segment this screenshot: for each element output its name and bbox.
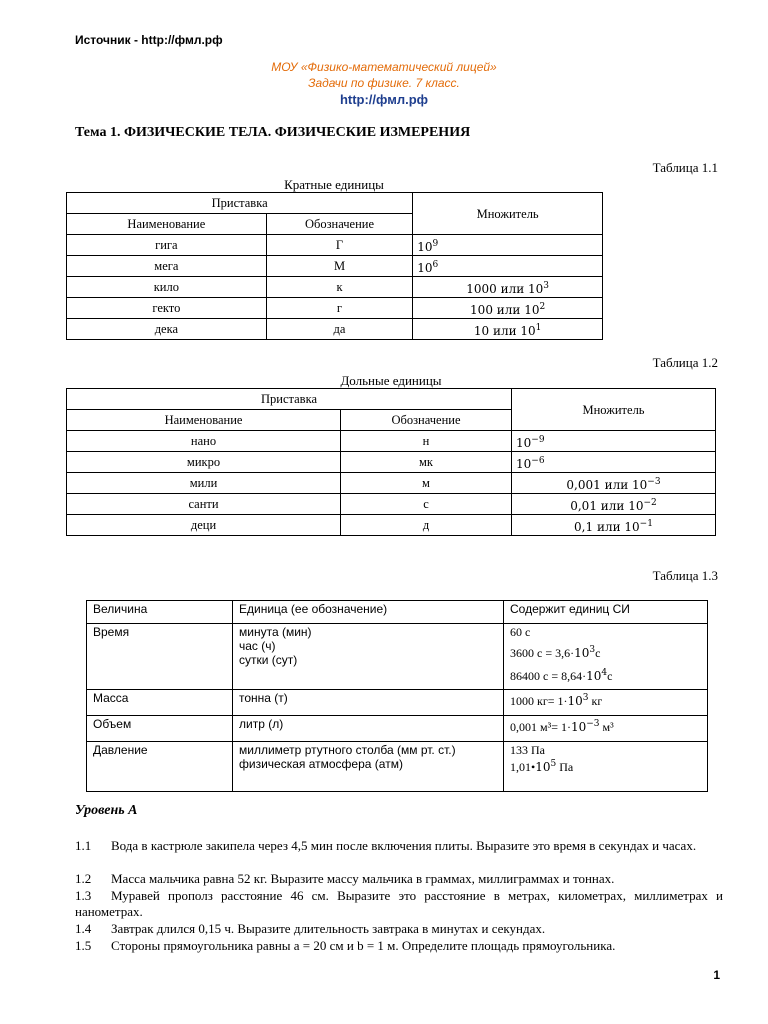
name-header: Наименование bbox=[67, 410, 341, 431]
table-row bbox=[67, 256, 603, 277]
table-row bbox=[87, 742, 708, 792]
table-submultiples bbox=[66, 388, 716, 536]
prefix-name: микро bbox=[67, 452, 341, 473]
prefix-symbol: да bbox=[266, 319, 413, 340]
prefix-multiplier: 0,1 или $10^{-1}$ bbox=[512, 515, 716, 536]
school-name: МОУ «Физико-математический лицей» bbox=[271, 60, 497, 74]
unit-cell: миллиметр ртутного столба (мм рт. ст.) физическая атмосфера (атм) bbox=[233, 742, 504, 792]
multiplier-header: Множитель bbox=[512, 389, 716, 431]
prefix-name: дека bbox=[67, 319, 267, 340]
table2-caption: Дольные единицы bbox=[340, 373, 442, 388]
prefix-multiplier: 0,01 или $10^{-2}$ bbox=[512, 494, 716, 515]
symbol-header: Обозначение bbox=[266, 214, 413, 235]
table-row bbox=[87, 624, 708, 690]
table1-caption: Кратные единицы bbox=[284, 177, 384, 192]
prefix-multiplier: 10 или $10^1$ bbox=[413, 319, 603, 340]
si-header: Содержит единиц СИ bbox=[504, 601, 708, 624]
site-url: http://фмл.рф bbox=[339, 92, 429, 107]
task-item: 1.2 Масса мальчика равна 52 кг. Выразите массу мальчика в граммах, миллиграммах и тоннах. bbox=[75, 871, 615, 886]
table-row bbox=[87, 716, 708, 742]
prefix-multiplier: 100 или $10^2$ bbox=[413, 298, 603, 319]
prefix-name: мега bbox=[67, 256, 267, 277]
table-row bbox=[67, 277, 603, 298]
table-row bbox=[67, 319, 603, 340]
prefix-name: гига bbox=[67, 235, 267, 256]
quantity-mass: Масса bbox=[87, 690, 233, 716]
book-title: Задачи по физике. 7 класс. bbox=[308, 76, 460, 90]
table-row bbox=[67, 235, 603, 256]
prefix-multiplier: $10^6$ bbox=[413, 256, 603, 277]
table2-label: Таблица 1.2 bbox=[652, 355, 718, 370]
prefix-symbol: мк bbox=[341, 452, 512, 473]
quantity-header: Величина bbox=[87, 601, 233, 624]
table-si-units bbox=[86, 600, 708, 792]
table-row bbox=[67, 298, 603, 319]
prefix-symbol: Г bbox=[266, 235, 413, 256]
page-number: 1 bbox=[713, 968, 720, 982]
prefix-group-header: Приставка bbox=[67, 389, 512, 410]
prefix-name: кило bbox=[67, 277, 267, 298]
quantity-pressure: Давление bbox=[87, 742, 233, 792]
si-cell: 1000 $кг= 1\cdot 10^3$ кг bbox=[504, 690, 708, 716]
prefix-symbol: д bbox=[341, 515, 512, 536]
symbol-header: Обозначение bbox=[341, 410, 512, 431]
prefix-multiplier: $10^9$ bbox=[413, 235, 603, 256]
table3-label: Таблица 1.3 bbox=[652, 568, 718, 583]
table-row bbox=[67, 431, 716, 452]
unit-cell: минута (мин) час (ч) сутки (сут) bbox=[233, 624, 504, 690]
si-cell: 133 Па $1,01•10^5$ Па bbox=[504, 742, 708, 792]
multiplier-header: Множитель bbox=[413, 193, 603, 235]
prefix-name: гекто bbox=[67, 298, 267, 319]
task-item: 1.5 Стороны прямоугольника равны a = 20 см и b = 1 м. Определите площадь прямоугольника. bbox=[75, 938, 616, 953]
prefix-name: нано bbox=[67, 431, 341, 452]
unit-cell: тонна (т) bbox=[233, 690, 504, 716]
prefix-multiplier: $10^{-9}$ bbox=[512, 431, 716, 452]
prefix-name: деци bbox=[67, 515, 341, 536]
prefix-symbol: н bbox=[341, 431, 512, 452]
prefix-multiplier: 1000 или $10^3$ bbox=[413, 277, 603, 298]
name-header: Наименование bbox=[67, 214, 267, 235]
prefix-name: санти bbox=[67, 494, 341, 515]
table-row bbox=[87, 690, 708, 716]
prefix-name: мили bbox=[67, 473, 341, 494]
quantity-time: Время bbox=[87, 624, 233, 690]
si-cell: 60 с 3600 $с = 3,6\cdot 10^3с$ 86400 $с = 8,64\cdot 10^4с$ bbox=[504, 624, 708, 690]
task-item: 1.4 Завтрак длился 0,15 ч. Выразите длительность завтрака в минутах и секундах. bbox=[75, 921, 546, 936]
topic-title: Тема 1. ФИЗИЧЕСКИЕ ТЕЛА. ФИЗИЧЕСКИЕ ИЗМЕРЕНИЯ bbox=[75, 125, 471, 140]
source-line: Источник - http://фмл.рф bbox=[75, 33, 223, 47]
prefix-multiplier: $10^{-6}$ bbox=[512, 452, 716, 473]
table1-label: Таблица 1.1 bbox=[652, 160, 718, 175]
prefix-symbol: м bbox=[341, 473, 512, 494]
prefix-symbol: к bbox=[266, 277, 413, 298]
task-item: 1.3 Муравей прополз расстояние 46 см. Выразите это расстояние в метрах, километрах, миллиметрах и нанометрах. bbox=[75, 888, 723, 919]
table-multiples bbox=[66, 192, 603, 340]
table-row bbox=[67, 515, 716, 536]
table-row bbox=[67, 494, 716, 515]
unit-cell: литр (л) bbox=[233, 716, 504, 742]
prefix-symbol: с bbox=[341, 494, 512, 515]
prefix-multiplier: 0,001 или $10^{-3}$ bbox=[512, 473, 716, 494]
table-row bbox=[67, 452, 716, 473]
si-cell: 0,001 $м^3= 1\cdot 10^{-3}$ м³ bbox=[504, 716, 708, 742]
prefix-group-header: Приставка bbox=[67, 193, 413, 214]
task-item: 1.1 Вода в кастрюле закипела через 4,5 мин после включения плиты. Выразите это время в секундах и часах. bbox=[75, 838, 697, 853]
level-heading: Уровень А bbox=[75, 803, 138, 818]
table-row bbox=[67, 473, 716, 494]
quantity-volume: Объем bbox=[87, 716, 233, 742]
prefix-symbol: г bbox=[266, 298, 413, 319]
prefix-symbol: М bbox=[266, 256, 413, 277]
unit-header: Единица (ее обозначение) bbox=[233, 601, 504, 624]
